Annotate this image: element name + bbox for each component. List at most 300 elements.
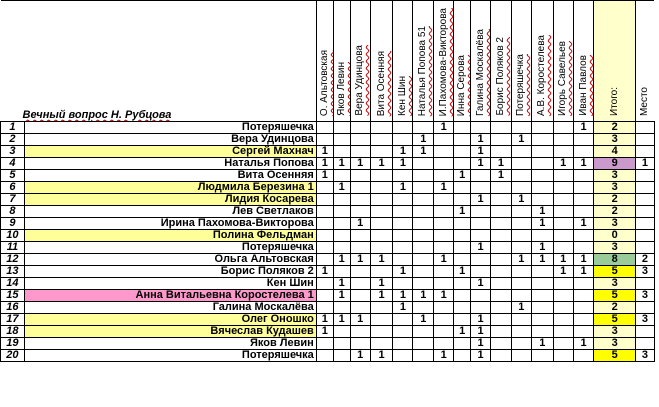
vote-cell[interactable]: 1 bbox=[454, 206, 471, 218]
vote-cell[interactable] bbox=[333, 230, 350, 242]
participant-name[interactable]: Потеряшечка bbox=[24, 350, 316, 362]
place-cell[interactable] bbox=[636, 146, 655, 158]
vote-cell[interactable]: 1 bbox=[471, 146, 491, 158]
vote-cell[interactable] bbox=[553, 194, 573, 206]
vote-cell[interactable] bbox=[393, 254, 413, 266]
vote-cell[interactable] bbox=[511, 338, 531, 350]
total-cell[interactable]: 8 bbox=[594, 254, 636, 266]
vote-cell[interactable] bbox=[350, 230, 370, 242]
vote-cell[interactable] bbox=[316, 230, 333, 242]
vote-cell[interactable] bbox=[491, 326, 512, 338]
vote-cell[interactable] bbox=[573, 242, 594, 254]
total-cell[interactable]: 2 bbox=[594, 122, 636, 134]
vote-cell[interactable]: 1 bbox=[370, 158, 393, 170]
vote-cell[interactable] bbox=[511, 158, 531, 170]
participant-name[interactable]: Вячеслав Кудашев bbox=[24, 326, 316, 338]
vote-cell[interactable] bbox=[333, 194, 350, 206]
vote-cell[interactable] bbox=[531, 266, 553, 278]
vote-cell[interactable] bbox=[393, 314, 413, 326]
vote-cell[interactable]: 1 bbox=[434, 350, 454, 362]
vote-cell[interactable] bbox=[471, 230, 491, 242]
vote-cell[interactable] bbox=[393, 350, 413, 362]
vote-cell[interactable]: 1 bbox=[350, 218, 370, 230]
vote-cell[interactable] bbox=[393, 122, 413, 134]
vote-cell[interactable]: 1 bbox=[350, 314, 370, 326]
participant-name[interactable]: Потеряшечка bbox=[24, 242, 316, 254]
vote-cell[interactable] bbox=[454, 182, 471, 194]
total-cell[interactable]: 2 bbox=[594, 206, 636, 218]
vote-cell[interactable] bbox=[553, 314, 573, 326]
vote-cell[interactable] bbox=[573, 314, 594, 326]
total-cell[interactable]: 3 bbox=[594, 278, 636, 290]
vote-cell[interactable] bbox=[434, 170, 454, 182]
vote-cell[interactable] bbox=[350, 326, 370, 338]
total-cell[interactable]: 2 bbox=[594, 302, 636, 314]
vote-cell[interactable] bbox=[393, 230, 413, 242]
vote-cell[interactable]: 1 bbox=[413, 290, 434, 302]
row-number[interactable]: 16 bbox=[1, 302, 25, 314]
row-number[interactable]: 13 bbox=[1, 266, 25, 278]
vote-cell[interactable] bbox=[350, 122, 370, 134]
place-cell[interactable] bbox=[636, 170, 655, 182]
vote-cell[interactable] bbox=[434, 134, 454, 146]
vote-cell[interactable] bbox=[491, 230, 512, 242]
vote-cell[interactable] bbox=[393, 206, 413, 218]
row-number[interactable]: 1 bbox=[1, 122, 25, 134]
vote-cell[interactable] bbox=[333, 206, 350, 218]
row-number[interactable]: 8 bbox=[1, 206, 25, 218]
vote-cell[interactable] bbox=[434, 278, 454, 290]
vote-cell[interactable] bbox=[511, 218, 531, 230]
vote-cell[interactable] bbox=[454, 194, 471, 206]
vote-cell[interactable] bbox=[491, 290, 512, 302]
vote-cell[interactable] bbox=[434, 242, 454, 254]
vote-cell[interactable] bbox=[471, 206, 491, 218]
participant-name[interactable]: Лидия Косарева bbox=[24, 194, 316, 206]
vote-cell[interactable] bbox=[350, 338, 370, 350]
vote-cell[interactable] bbox=[573, 170, 594, 182]
participant-name[interactable]: Кен Шин bbox=[24, 278, 316, 290]
total-cell[interactable]: 3 bbox=[594, 170, 636, 182]
vote-cell[interactable] bbox=[370, 242, 393, 254]
vote-cell[interactable] bbox=[573, 134, 594, 146]
vote-cell[interactable] bbox=[413, 338, 434, 350]
column-header[interactable] bbox=[316, 1, 333, 122]
column-header[interactable] bbox=[454, 1, 471, 122]
place-cell[interactable] bbox=[636, 182, 655, 194]
vote-cell[interactable] bbox=[454, 302, 471, 314]
vote-cell[interactable]: 1 bbox=[393, 158, 413, 170]
vote-cell[interactable] bbox=[350, 242, 370, 254]
vote-cell[interactable] bbox=[370, 338, 393, 350]
vote-cell[interactable] bbox=[531, 158, 553, 170]
vote-cell[interactable] bbox=[531, 314, 553, 326]
vote-cell[interactable] bbox=[333, 122, 350, 134]
vote-cell[interactable] bbox=[491, 254, 512, 266]
vote-cell[interactable] bbox=[333, 338, 350, 350]
vote-cell[interactable]: 1 bbox=[553, 254, 573, 266]
vote-cell[interactable] bbox=[553, 218, 573, 230]
vote-cell[interactable] bbox=[531, 170, 553, 182]
vote-cell[interactable]: 1 bbox=[393, 146, 413, 158]
vote-cell[interactable] bbox=[511, 170, 531, 182]
vote-cell[interactable]: 1 bbox=[393, 182, 413, 194]
vote-cell[interactable] bbox=[573, 350, 594, 362]
place-cell[interactable] bbox=[636, 338, 655, 350]
vote-cell[interactable]: 1 bbox=[573, 254, 594, 266]
vote-cell[interactable]: 1 bbox=[471, 338, 491, 350]
row-number[interactable]: 3 bbox=[1, 146, 25, 158]
vote-cell[interactable] bbox=[413, 326, 434, 338]
vote-cell[interactable] bbox=[511, 290, 531, 302]
vote-cell[interactable] bbox=[573, 182, 594, 194]
vote-cell[interactable] bbox=[511, 146, 531, 158]
vote-cell[interactable]: 1 bbox=[316, 314, 333, 326]
vote-cell[interactable] bbox=[491, 278, 512, 290]
vote-cell[interactable] bbox=[350, 266, 370, 278]
vote-cell[interactable]: 1 bbox=[471, 326, 491, 338]
vote-cell[interactable] bbox=[454, 290, 471, 302]
participant-name[interactable]: Наталья Попова bbox=[24, 158, 316, 170]
vote-cell[interactable] bbox=[316, 122, 333, 134]
vote-cell[interactable] bbox=[553, 230, 573, 242]
vote-cell[interactable] bbox=[553, 206, 573, 218]
vote-cell[interactable]: 1 bbox=[333, 254, 350, 266]
vote-cell[interactable] bbox=[471, 290, 491, 302]
vote-cell[interactable] bbox=[333, 266, 350, 278]
row-number[interactable]: 9 bbox=[1, 218, 25, 230]
column-header[interactable] bbox=[531, 1, 553, 122]
participant-name[interactable]: Полина Фельдман bbox=[24, 230, 316, 242]
total-cell[interactable]: 3 bbox=[594, 326, 636, 338]
vote-cell[interactable] bbox=[393, 326, 413, 338]
vote-cell[interactable] bbox=[350, 134, 370, 146]
vote-cell[interactable]: 1 bbox=[393, 266, 413, 278]
vote-cell[interactable]: 1 bbox=[531, 242, 553, 254]
vote-cell[interactable]: 1 bbox=[316, 326, 333, 338]
place-cell[interactable] bbox=[636, 134, 655, 146]
vote-cell[interactable] bbox=[333, 170, 350, 182]
vote-cell[interactable] bbox=[316, 278, 333, 290]
vote-cell[interactable] bbox=[333, 218, 350, 230]
vote-cell[interactable] bbox=[434, 218, 454, 230]
vote-cell[interactable] bbox=[413, 122, 434, 134]
vote-cell[interactable] bbox=[553, 170, 573, 182]
row-number[interactable]: 12 bbox=[1, 254, 25, 266]
vote-cell[interactable] bbox=[531, 326, 553, 338]
participant-name[interactable]: Олег Оношко bbox=[24, 314, 316, 326]
vote-cell[interactable] bbox=[350, 182, 370, 194]
row-number[interactable]: 5 bbox=[1, 170, 25, 182]
vote-cell[interactable]: 1 bbox=[434, 122, 454, 134]
place-cell[interactable] bbox=[636, 230, 655, 242]
place-cell[interactable] bbox=[636, 242, 655, 254]
vote-cell[interactable] bbox=[491, 242, 512, 254]
place-cell[interactable] bbox=[636, 206, 655, 218]
participant-name[interactable]: Анна Витальевна Коростелева 1 bbox=[24, 290, 316, 302]
vote-cell[interactable] bbox=[413, 158, 434, 170]
vote-cell[interactable] bbox=[434, 230, 454, 242]
vote-cell[interactable] bbox=[573, 230, 594, 242]
vote-cell[interactable] bbox=[350, 170, 370, 182]
vote-cell[interactable] bbox=[471, 218, 491, 230]
vote-cell[interactable]: 1 bbox=[573, 338, 594, 350]
vote-cell[interactable] bbox=[434, 194, 454, 206]
total-header[interactable] bbox=[594, 1, 636, 122]
vote-cell[interactable]: 1 bbox=[413, 134, 434, 146]
vote-cell[interactable] bbox=[333, 302, 350, 314]
vote-cell[interactable] bbox=[316, 350, 333, 362]
vote-cell[interactable] bbox=[511, 206, 531, 218]
vote-cell[interactable] bbox=[491, 338, 512, 350]
vote-cell[interactable]: 1 bbox=[316, 266, 333, 278]
vote-cell[interactable] bbox=[553, 182, 573, 194]
vote-cell[interactable] bbox=[370, 182, 393, 194]
vote-cell[interactable] bbox=[434, 302, 454, 314]
vote-cell[interactable] bbox=[531, 122, 553, 134]
row-number[interactable]: 20 bbox=[1, 350, 25, 362]
vote-cell[interactable] bbox=[316, 338, 333, 350]
total-cell[interactable]: 5 bbox=[594, 290, 636, 302]
vote-cell[interactable] bbox=[370, 266, 393, 278]
vote-cell[interactable] bbox=[370, 134, 393, 146]
vote-cell[interactable]: 1 bbox=[333, 278, 350, 290]
vote-cell[interactable] bbox=[413, 182, 434, 194]
vote-cell[interactable] bbox=[491, 350, 512, 362]
total-cell[interactable]: 9 bbox=[594, 158, 636, 170]
vote-cell[interactable] bbox=[370, 170, 393, 182]
vote-cell[interactable]: 1 bbox=[471, 242, 491, 254]
vote-cell[interactable]: 1 bbox=[573, 218, 594, 230]
vote-cell[interactable] bbox=[393, 278, 413, 290]
vote-cell[interactable] bbox=[553, 338, 573, 350]
row-number[interactable]: 10 bbox=[1, 230, 25, 242]
vote-cell[interactable]: 1 bbox=[471, 350, 491, 362]
vote-cell[interactable] bbox=[393, 242, 413, 254]
vote-cell[interactable] bbox=[531, 290, 553, 302]
vote-cell[interactable] bbox=[531, 302, 553, 314]
vote-cell[interactable] bbox=[393, 194, 413, 206]
vote-cell[interactable] bbox=[471, 122, 491, 134]
vote-cell[interactable] bbox=[454, 134, 471, 146]
vote-cell[interactable]: 1 bbox=[471, 194, 491, 206]
vote-cell[interactable] bbox=[491, 218, 512, 230]
column-header[interactable] bbox=[393, 1, 413, 122]
vote-cell[interactable]: 1 bbox=[413, 314, 434, 326]
vote-cell[interactable] bbox=[413, 194, 434, 206]
vote-cell[interactable] bbox=[350, 206, 370, 218]
vote-cell[interactable]: 1 bbox=[491, 158, 512, 170]
vote-cell[interactable] bbox=[531, 134, 553, 146]
vote-cell[interactable] bbox=[491, 122, 512, 134]
vote-cell[interactable]: 1 bbox=[316, 146, 333, 158]
vote-cell[interactable] bbox=[393, 170, 413, 182]
vote-cell[interactable] bbox=[370, 122, 393, 134]
total-cell[interactable]: 5 bbox=[594, 266, 636, 278]
row-number[interactable]: 18 bbox=[1, 326, 25, 338]
vote-cell[interactable] bbox=[454, 338, 471, 350]
vote-cell[interactable] bbox=[573, 206, 594, 218]
total-cell[interactable]: 3 bbox=[594, 182, 636, 194]
place-cell[interactable] bbox=[636, 194, 655, 206]
place-cell[interactable]: 2 bbox=[636, 254, 655, 266]
vote-cell[interactable] bbox=[350, 302, 370, 314]
vote-cell[interactable] bbox=[434, 146, 454, 158]
vote-cell[interactable] bbox=[333, 146, 350, 158]
row-number[interactable]: 17 bbox=[1, 314, 25, 326]
vote-cell[interactable] bbox=[491, 302, 512, 314]
vote-cell[interactable] bbox=[454, 146, 471, 158]
vote-cell[interactable] bbox=[553, 134, 573, 146]
vote-cell[interactable] bbox=[333, 242, 350, 254]
vote-cell[interactable] bbox=[531, 182, 553, 194]
vote-cell[interactable]: 1 bbox=[531, 206, 553, 218]
vote-cell[interactable] bbox=[491, 194, 512, 206]
vote-cell[interactable] bbox=[333, 326, 350, 338]
vote-cell[interactable]: 1 bbox=[370, 278, 393, 290]
vote-cell[interactable]: 1 bbox=[531, 254, 553, 266]
vote-cell[interactable]: 1 bbox=[531, 338, 553, 350]
row-number[interactable]: 7 bbox=[1, 194, 25, 206]
vote-cell[interactable] bbox=[370, 326, 393, 338]
column-header[interactable] bbox=[413, 1, 434, 122]
vote-cell[interactable] bbox=[413, 350, 434, 362]
vote-cell[interactable]: 1 bbox=[511, 302, 531, 314]
vote-cell[interactable] bbox=[511, 350, 531, 362]
vote-cell[interactable] bbox=[413, 266, 434, 278]
vote-cell[interactable]: 1 bbox=[393, 302, 413, 314]
vote-cell[interactable] bbox=[471, 254, 491, 266]
vote-cell[interactable] bbox=[553, 278, 573, 290]
vote-cell[interactable]: 1 bbox=[454, 326, 471, 338]
vote-cell[interactable] bbox=[370, 206, 393, 218]
vote-cell[interactable] bbox=[350, 290, 370, 302]
place-cell[interactable]: 3 bbox=[636, 290, 655, 302]
vote-cell[interactable] bbox=[531, 194, 553, 206]
column-header[interactable] bbox=[573, 1, 594, 122]
column-header[interactable] bbox=[511, 1, 531, 122]
total-cell[interactable]: 0 bbox=[594, 230, 636, 242]
vote-cell[interactable] bbox=[553, 146, 573, 158]
row-number[interactable]: 6 bbox=[1, 182, 25, 194]
vote-cell[interactable] bbox=[573, 290, 594, 302]
vote-cell[interactable] bbox=[333, 134, 350, 146]
vote-cell[interactable]: 1 bbox=[573, 158, 594, 170]
vote-cell[interactable] bbox=[370, 314, 393, 326]
participant-name[interactable]: Потеряшечка bbox=[24, 122, 316, 134]
vote-cell[interactable] bbox=[316, 218, 333, 230]
place-cell[interactable] bbox=[636, 218, 655, 230]
vote-cell[interactable]: 1 bbox=[553, 266, 573, 278]
total-cell[interactable]: 5 bbox=[594, 314, 636, 326]
vote-cell[interactable] bbox=[454, 218, 471, 230]
vote-cell[interactable] bbox=[491, 146, 512, 158]
participant-name[interactable]: Галина Москалёва bbox=[24, 302, 316, 314]
vote-cell[interactable]: 1 bbox=[511, 254, 531, 266]
place-cell[interactable]: 3 bbox=[636, 266, 655, 278]
vote-cell[interactable]: 1 bbox=[454, 266, 471, 278]
vote-cell[interactable]: 1 bbox=[333, 290, 350, 302]
vote-cell[interactable]: 1 bbox=[316, 170, 333, 182]
vote-cell[interactable]: 1 bbox=[413, 146, 434, 158]
vote-cell[interactable] bbox=[553, 290, 573, 302]
vote-cell[interactable]: 1 bbox=[471, 158, 491, 170]
vote-cell[interactable] bbox=[413, 254, 434, 266]
vote-cell[interactable] bbox=[531, 278, 553, 290]
vote-cell[interactable] bbox=[491, 266, 512, 278]
vote-cell[interactable] bbox=[573, 278, 594, 290]
total-cell[interactable]: 3 bbox=[594, 218, 636, 230]
vote-cell[interactable] bbox=[491, 182, 512, 194]
vote-cell[interactable] bbox=[511, 314, 531, 326]
vote-cell[interactable] bbox=[316, 134, 333, 146]
row-number[interactable]: 4 bbox=[1, 158, 25, 170]
participant-name[interactable]: Ольга Альтовская bbox=[24, 254, 316, 266]
vote-cell[interactable]: 1 bbox=[511, 134, 531, 146]
vote-cell[interactable] bbox=[350, 146, 370, 158]
vote-cell[interactable] bbox=[511, 326, 531, 338]
total-cell[interactable]: 3 bbox=[594, 242, 636, 254]
vote-cell[interactable]: 1 bbox=[471, 134, 491, 146]
vote-cell[interactable] bbox=[434, 326, 454, 338]
vote-cell[interactable] bbox=[531, 146, 553, 158]
vote-cell[interactable] bbox=[471, 302, 491, 314]
vote-cell[interactable] bbox=[531, 230, 553, 242]
vote-cell[interactable] bbox=[454, 350, 471, 362]
vote-cell[interactable] bbox=[573, 302, 594, 314]
vote-cell[interactable] bbox=[316, 254, 333, 266]
vote-cell[interactable] bbox=[491, 206, 512, 218]
participant-name[interactable]: Ирина Пахомова-Викторова bbox=[24, 218, 316, 230]
vote-cell[interactable]: 1 bbox=[350, 254, 370, 266]
vote-cell[interactable] bbox=[454, 242, 471, 254]
vote-cell[interactable] bbox=[454, 254, 471, 266]
vote-cell[interactable] bbox=[454, 278, 471, 290]
vote-cell[interactable] bbox=[511, 278, 531, 290]
vote-cell[interactable] bbox=[553, 350, 573, 362]
vote-cell[interactable] bbox=[370, 146, 393, 158]
place-cell[interactable]: 3 bbox=[636, 314, 655, 326]
vote-cell[interactable] bbox=[316, 242, 333, 254]
vote-cell[interactable] bbox=[434, 158, 454, 170]
vote-cell[interactable] bbox=[434, 314, 454, 326]
vote-cell[interactable] bbox=[413, 242, 434, 254]
row-number[interactable]: 14 bbox=[1, 278, 25, 290]
participant-name[interactable]: Лев Светлаков bbox=[24, 206, 316, 218]
vote-cell[interactable] bbox=[511, 182, 531, 194]
vote-cell[interactable] bbox=[413, 170, 434, 182]
vote-cell[interactable] bbox=[511, 122, 531, 134]
row-number[interactable]: 15 bbox=[1, 290, 25, 302]
vote-cell[interactable]: 1 bbox=[471, 278, 491, 290]
vote-cell[interactable] bbox=[454, 122, 471, 134]
vote-cell[interactable] bbox=[553, 302, 573, 314]
vote-cell[interactable]: 1 bbox=[573, 122, 594, 134]
vote-cell[interactable] bbox=[350, 194, 370, 206]
place-cell[interactable]: 1 bbox=[636, 158, 655, 170]
vote-cell[interactable] bbox=[413, 230, 434, 242]
vote-cell[interactable] bbox=[333, 350, 350, 362]
participant-name[interactable]: Людмила Березина 1 bbox=[24, 182, 316, 194]
vote-cell[interactable]: 1 bbox=[434, 254, 454, 266]
vote-cell[interactable] bbox=[316, 290, 333, 302]
vote-cell[interactable]: 1 bbox=[333, 182, 350, 194]
vote-cell[interactable] bbox=[316, 206, 333, 218]
vote-cell[interactable] bbox=[413, 206, 434, 218]
vote-cell[interactable]: 1 bbox=[333, 314, 350, 326]
vote-cell[interactable] bbox=[471, 266, 491, 278]
place-cell[interactable] bbox=[636, 122, 655, 134]
